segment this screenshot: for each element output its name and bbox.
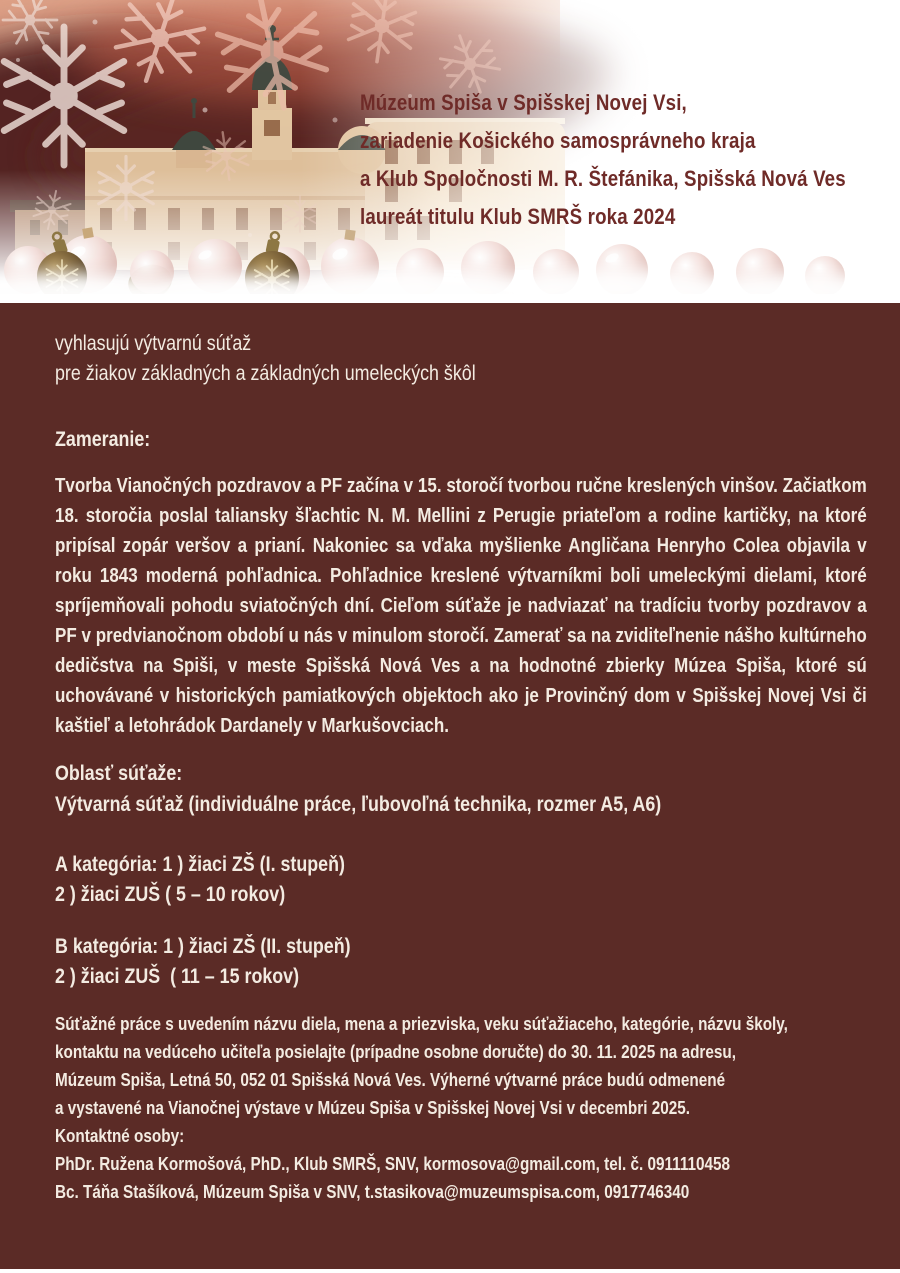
- organizer-line-3: a Klub Spoločnosti M. R. Štefánika, Spišská Nová Ves: [360, 166, 846, 191]
- organizer-heading: [360, 84, 846, 236]
- hero: [0, 0, 900, 303]
- organizer-line-2: zariadenie Košického samosprávneho kraja: [360, 128, 756, 153]
- category-a-line-1: A kategória: 1 ) žiaci ZŠ (I. stupeň): [55, 853, 345, 876]
- oblast-line: Výtvarná súťaž (individuálne práce, ľubovoľná technika, rozmer A5, A6): [55, 793, 662, 816]
- category-a: [55, 850, 773, 910]
- submission-line-1: Súťažné práce s uvedením názvu diela, mena a priezviska, veku súťažiaceho, kategórie, názvu školy,: [55, 1014, 788, 1034]
- organizer-line-1: Múzeum Spiša v Spišskej Novej Vsi,: [360, 90, 687, 115]
- category-b-line-2: 2 ) žiaci ZUŠ ( 11 – 15 rokov): [55, 965, 300, 988]
- announcement-line-2: pre žiakov základných a základných umeleckých škôl: [55, 362, 476, 385]
- oblast-section: [55, 759, 773, 820]
- category-a-line-2: 2 ) žiaci ZUŠ ( 5 – 10 rokov): [55, 883, 286, 906]
- contacts-heading: Kontaktné osoby:: [55, 1126, 185, 1146]
- bottom-strip: [0, 1269, 900, 1273]
- category-b: [55, 932, 773, 992]
- oblast-heading: Oblasť súťaže:: [55, 762, 183, 785]
- announcement-line-1: vyhlasujú výtvarnú súťaž: [55, 332, 252, 355]
- submission-line-3: Múzeum Spiša, Letná 50, 052 01 Spišská Nová Ves. Výherné výtvarné práce budú odmenené: [55, 1070, 726, 1090]
- submission-line-2: kontaktu na vedúceho učiteľa posielajte (prípadne osobne doručte) do 30. 11. 2025 na adresu,: [55, 1042, 736, 1062]
- category-b-line-1: B kategória: 1 ) žiaci ZŠ (II. stupeň): [55, 935, 351, 958]
- contact-line-2: Bc. Táňa Stašíková, Múzeum Spiša v SNV, t.stasikova@muzeumspisa.com, 0917746340: [55, 1182, 690, 1202]
- submission-line-4: a vystavené na Vianočnej výstave v Múzeu Spiša v Spišskej Novej Vsi v decembri 2025.: [55, 1098, 691, 1118]
- contact-line-1: PhDr. Ružena Kormošová, PhD., Klub SMRŠ, SNV, kormosova@gmail.com, tel. č. 0911110458: [55, 1154, 731, 1174]
- content: [0, 303, 900, 1269]
- announcement: [55, 329, 773, 389]
- zameranie-heading: Zameranie:: [55, 428, 151, 451]
- zameranie-paragraph: Tvorba Vianočných pozdravov a PF začína v 15. storočí tvorbou ručne kreslených vinšov. Začiatkom 18. storočia poslal taliansky šľachtic N. M. Mellini z Perugie priateľom a rodine kartičky, na ktoré pripísal zopár veršov a prianí. Nakoniec sa vďaka myšlienke Angličana Henryho Colea objavila v roku 1843 moderná pohľadnica. Pohľadnice kreslené výtvarníkmi boli umeleckými dielami, ktoré spríjemňovali pohodu sviatočných dní. Cieľom súťaže je nadviazať na tradíciu tvorby pozdravov a PF v predvianočnom období u nás v minulom storočí. Zamerať sa na zviditeľnenie nášho kultúrneho dedičstva na Spiši, v meste Spišská Nová Ves a na hodnotné zbierky Múzea Spiša, ktoré sú uchovávané v historických pamiatkových objektoch ako je Provinčný dom v Spišskej Novej Vsi či kaštieľ a letohrádok Dardanely v Markušovciach.: [55, 475, 867, 737]
- organizer-line-4: laureát titulu Klub SMRŠ roka 2024: [360, 204, 676, 229]
- submission-info: [55, 1010, 788, 1206]
